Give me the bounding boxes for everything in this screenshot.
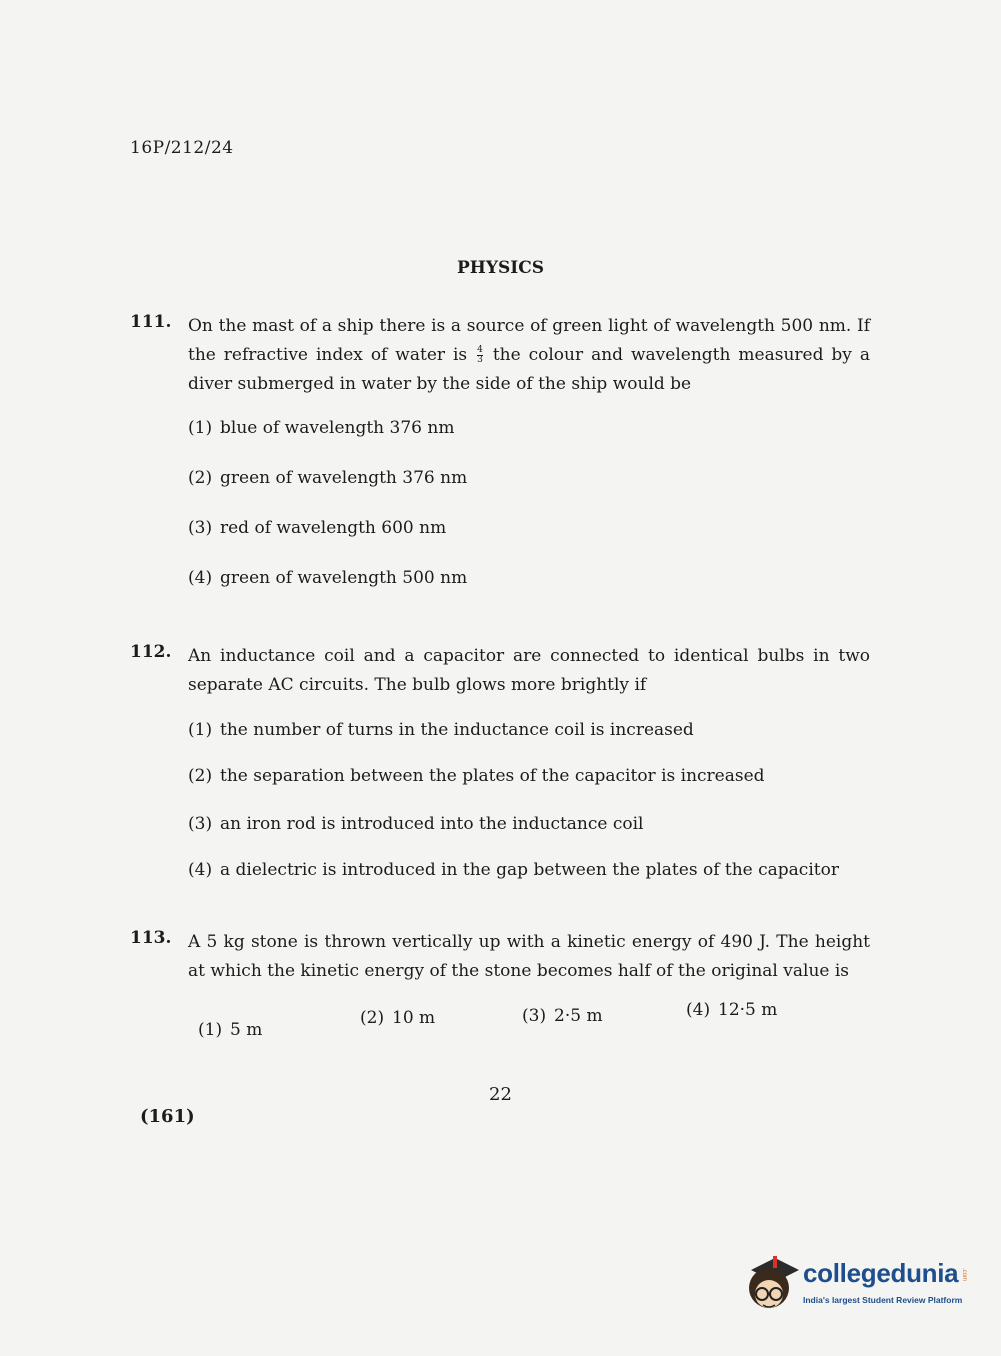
question-113 [130, 928, 870, 1040]
option-text: 5 m [230, 1020, 263, 1040]
option-text: 2·5 m [554, 1006, 603, 1026]
option-number: (3) [188, 518, 213, 538]
option-number: (1) [188, 720, 213, 740]
question-112 [130, 642, 870, 880]
option-text: red of wavelength 600 nm [220, 518, 447, 538]
fraction-denominator: 3 [477, 355, 483, 365]
logo-domain: .com [961, 1268, 967, 1282]
question-111 [130, 312, 871, 588]
question-number: 113. [130, 928, 172, 948]
option-text: 10 m [392, 1008, 436, 1028]
collegedunia-logo [745, 1252, 975, 1317]
fraction-numerator: 4 [477, 345, 483, 355]
option-number: (1) [188, 418, 213, 438]
option-number: (3) [522, 1006, 547, 1026]
option-number: (1) [198, 1020, 223, 1040]
option-number: (2) [188, 468, 213, 488]
subject-heading: PHYSICS [456, 258, 545, 278]
paper-code: 16P/212/24 [130, 138, 234, 158]
option-text: an iron rod is introduced into the inductance coil [220, 814, 644, 834]
option-text: 12·5 m [718, 1000, 778, 1020]
option-text: the separation between the plates of the capacitor is increased [220, 766, 765, 786]
option-2 [360, 1008, 435, 1028]
set-number: (161) [140, 1106, 195, 1127]
option-3 [188, 518, 446, 538]
option-number: (4) [686, 1000, 711, 1020]
question-number: 112. [130, 642, 172, 662]
option-1 [188, 720, 694, 740]
option-1 [198, 1020, 262, 1040]
question-text: An inductance coil and a capacitor are connected to identical bulbs in two separate AC circuits. The bulb glows more brightly if [188, 646, 870, 695]
question-text-part: On the mast of a ship there is a source of green light of wavelength 500 nm. If the refractive index of water is [188, 316, 870, 365]
option-number: (2) [188, 766, 213, 786]
option-4 [686, 1000, 777, 1020]
mascot-icon [745, 1252, 801, 1314]
fraction [477, 346, 483, 365]
option-3 [522, 1006, 603, 1026]
option-text: the number of turns in the inductance coil is increased [220, 720, 694, 740]
logo-brand: collegedunia [803, 1258, 959, 1288]
option-number: (4) [188, 568, 213, 588]
option-text: a dielectric is introduced in the gap between the plates of the capacitor [220, 860, 839, 880]
option-number: (4) [188, 860, 213, 880]
option-2 [188, 468, 467, 488]
question-text-part: the colour and wavelength measured by a diver submerged in water by the side of the ship would be [188, 345, 871, 394]
option-4 [188, 860, 839, 880]
logo-tagline: India's largest Student Review Platform [803, 1295, 963, 1305]
question-text [188, 312, 870, 399]
option-2 [188, 766, 765, 786]
option-number: (3) [188, 814, 213, 834]
option-text: green of wavelength 500 nm [220, 568, 468, 588]
question-number: 111. [130, 312, 172, 332]
option-number: (2) [360, 1008, 385, 1028]
option-3 [188, 814, 644, 834]
option-1 [188, 418, 454, 438]
page-number: 22 [489, 1084, 512, 1105]
option-text: green of wavelength 376 nm [220, 468, 468, 488]
option-4 [188, 568, 467, 588]
option-text: blue of wavelength 376 nm [220, 418, 455, 438]
question-text: A 5 kg stone is thrown vertically up with a kinetic energy of 490 J. The height at which the kinetic energy of the stone becomes half of the original value is [188, 932, 870, 981]
